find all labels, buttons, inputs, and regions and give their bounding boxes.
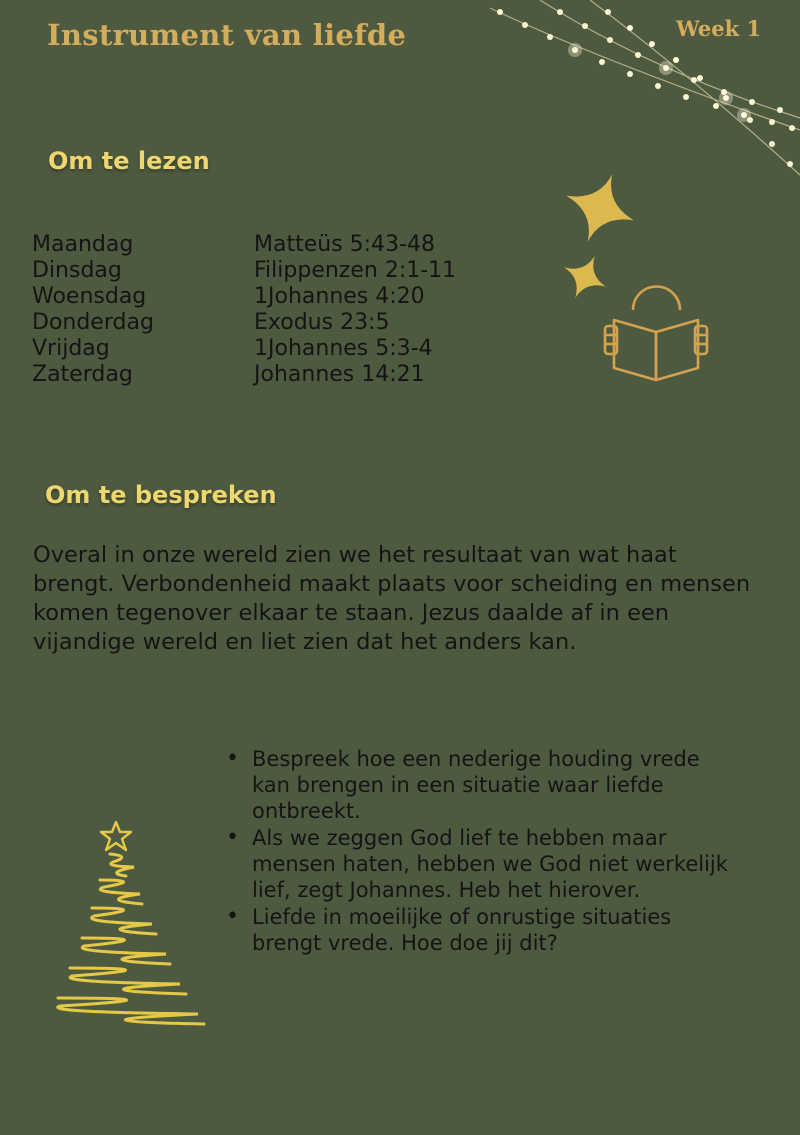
- scripture-reference: Matteüs 5:43-48: [254, 232, 435, 257]
- reading-row: [32, 310, 456, 336]
- day-label: Donderdag: [32, 310, 154, 335]
- discussion-heading: Om te bespreken: [45, 481, 277, 509]
- christmas-tree-icon: [30, 818, 210, 1033]
- day-label: Vrijdag: [32, 336, 110, 361]
- week-label: Week 1: [676, 16, 762, 41]
- day-label: Zaterdag: [32, 362, 133, 387]
- day-label: Woensdag: [32, 284, 147, 309]
- reading-row: [32, 362, 456, 388]
- day-label: Maandag: [32, 232, 134, 257]
- list-item: • Liefde in moeilijke of onrustige situaties brengt vrede. Hoe doe jij dit?: [224, 904, 744, 956]
- reading-row: [32, 336, 456, 362]
- discussion-paragraph: Overal in onze wereld zien we het resultaat van wat haat brengt. Verbondenheid maakt plaats voor scheiding en mensen komen tegenover elkaar te staan. Jezus daalde af in een vijandige wereld en liet zien dat het anders kan.: [33, 542, 751, 655]
- scripture-reference: Johannes 14:21: [254, 362, 425, 387]
- list-item: • Als we zeggen God lief te hebben maar mensen haten, hebben we God niet werkelijk lief, zegt Johannes. Heb het hierover.: [224, 825, 744, 903]
- page-title: Instrument van liefde: [47, 18, 407, 52]
- scripture-reference: Exodus 23:5: [254, 310, 390, 335]
- reading-row: [32, 258, 456, 284]
- reading-row: [32, 232, 456, 258]
- sparkle-star-icon: [560, 168, 640, 248]
- reading-row: [32, 284, 456, 310]
- scripture-reference: 1Johannes 4:20: [254, 284, 425, 309]
- reading-person-icon: [600, 280, 715, 385]
- reading-heading: Om te lezen: [48, 147, 210, 175]
- scripture-reference: 1Johannes 5:3-4: [254, 336, 433, 361]
- list-item: • Bespreek hoe een nederige houding vrede kan brengen in een situatie waar liefde ontbreekt.: [224, 746, 744, 824]
- discussion-questions: [224, 746, 744, 957]
- day-label: Dinsdag: [32, 258, 122, 283]
- reading-schedule: [32, 232, 456, 388]
- scripture-reference: Filippenzen 2:1-11: [254, 258, 457, 283]
